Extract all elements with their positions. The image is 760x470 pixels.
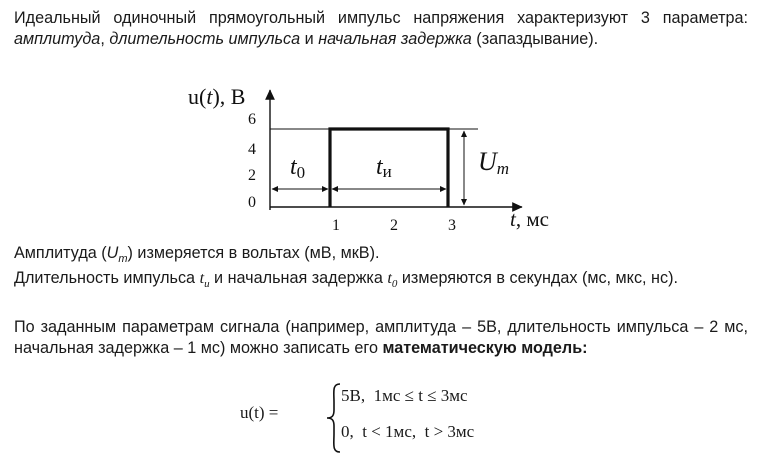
um-main: U (478, 147, 497, 176)
param-duration: длительность импульса (109, 30, 301, 48)
model-bold-text: математическую модель: (382, 339, 588, 357)
dur-t1: t (199, 269, 205, 287)
y-label-rest: ), В (212, 84, 246, 109)
t0-main: t (290, 154, 297, 180)
formula-case-1: 5В, 1мс ≤ t ≤ 3мс (341, 386, 468, 405)
um-label (478, 147, 509, 178)
intro-text: Идеальный одиночный прямоугольный импульс напряжения характеризуют 3 параметра: (14, 9, 748, 27)
x-axis-label (510, 207, 549, 231)
tu-sub: и (382, 162, 392, 181)
param-delay: начальная задержка (318, 30, 472, 48)
duration-line (14, 268, 748, 295)
y-tick-4: 4 (248, 141, 256, 158)
formula (240, 378, 540, 458)
x-tick-2: 2 (390, 217, 398, 234)
y-tick-6: 6 (248, 111, 256, 128)
intro-sep: и (300, 30, 319, 48)
intro-sep: , (100, 30, 110, 48)
amp-u: U (106, 244, 119, 262)
param-amplitude: амплитуда (14, 30, 101, 48)
y-axis-label (188, 84, 245, 109)
x-label-unit: , мс (515, 207, 549, 231)
tu-main: t (376, 154, 383, 180)
dur-text: Длительность импульса (14, 269, 200, 287)
y-tick-0: 0 (248, 194, 256, 211)
amp-text: Амплитуда ( (14, 244, 107, 262)
y-tick-2: 2 (248, 167, 256, 184)
t0-sub: 0 (296, 163, 306, 182)
intro-text-end: (запаздывание). (471, 30, 599, 48)
x-tick-3: 3 (448, 217, 456, 234)
dur-t2-sub: 0 (391, 278, 398, 291)
x-label-var: t (510, 207, 516, 231)
amp-text-end: ) измеряется в вольтах (мВ, мкВ). (127, 244, 380, 262)
amplitude-line (14, 243, 748, 270)
formula-lhs: u(t) = (240, 403, 279, 422)
intro-paragraph (14, 8, 748, 50)
dur-t1-sub: и (204, 278, 210, 291)
t0-label (290, 154, 305, 182)
dur-text-mid: и начальная задержка (209, 269, 388, 287)
um-sub: m (496, 159, 510, 178)
tu-label (376, 154, 392, 181)
model-text: По заданным параметрам сигнала (например, амплитуда – 5В, длительность импульса – 2 мс, начальная задержка – 1 мс) можно записать его (14, 318, 748, 357)
dur-t2: t (387, 269, 392, 287)
dur-text-end: измеряются в секундах (мс, мкс, нс). (397, 269, 678, 287)
amp-m: m (118, 253, 128, 266)
y-label-var: t (206, 84, 213, 109)
y-label-func: u( (188, 84, 207, 109)
pulse-figure (0, 78, 760, 248)
model-paragraph (14, 317, 748, 359)
formula-case-2: 0, t < 1мс, t > 3мс (341, 422, 475, 441)
x-tick-1: 1 (332, 217, 340, 234)
